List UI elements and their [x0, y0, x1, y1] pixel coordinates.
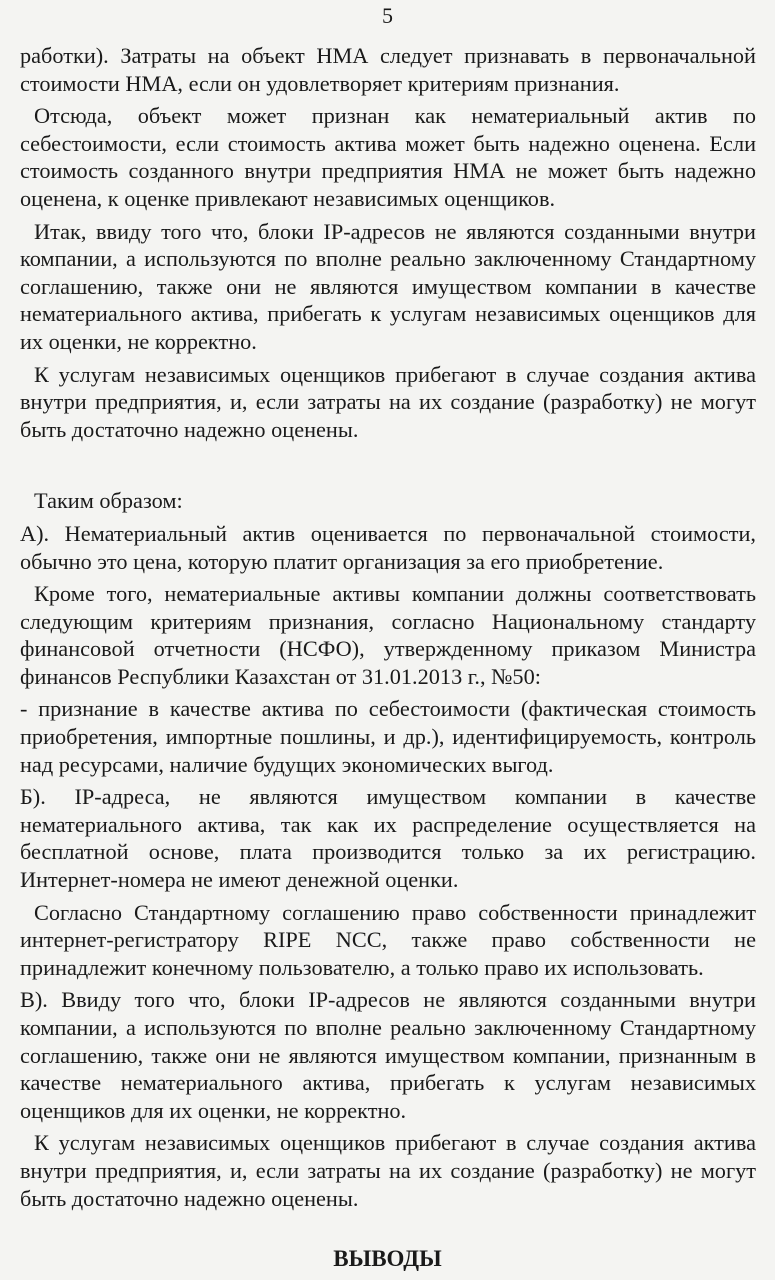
conclusion-a: А). Нематериальный актив оценивается по первоначальной стоимости, обычно это цена, которую платит организация за его приобретение.: [20, 520, 756, 574]
paragraph-criteria: Кроме того, нематериальные активы компании должны соответствовать следующим критериям признания, согласно Национальному стандарту финансовой отчетности (НСФО), утвержденному приказом Министра финансов Республики Казахстан от 31.01.2013 г., №50:: [20, 581, 756, 689]
criteria-list-item: - признание в качестве актива по себестоимости (фактическая стоимость приобретения, импортные пошлины, и др.), идентифицируемость, контроль над ресурсами, наличие будущих экономических выгод.: [20, 696, 756, 777]
paragraph-4: К услугам независимых оценщиков прибегают в случае создания актива внутри предприятия, и, если затраты на их создание (разработку) не могут быть достаточно надежно оценены.: [20, 361, 756, 442]
section-heading: ВЫВОДЫ: [333, 1246, 442, 1271]
conclusion-b: Б). IP-адреса, не являются имуществом компании в качестве нематериального актива, так как их распределение осуществляется на бесплатной основе, плата производится только за их регистрацию. Интернет-номера не имеют денежной оценки.: [20, 784, 756, 893]
paragraph-ownership: Согласно Стандартному соглашению право собственности принадлежит интернет-регистратору RIPE NCC, также право собственности не принадлежит конечному пользователю, а только право их использовать.: [20, 899, 756, 980]
paragraph-final: К услугам независимых оценщиков прибегают в случае создания актива внутри предприятия, и, если затраты на их создание (разработку) не могут быть достаточно надежно оценены.: [20, 1130, 756, 1211]
paragraph-3: Итак, ввиду того что, блоки IP-адресов не являются созданными внутри компании, а используются по вполне реально заключенному Стандартному соглашению, также они не являются имуществом компании в качестве нематериального актива, прибегать к услугам независимых оценщиков для их оценки, не корректно.: [20, 218, 756, 354]
document-body: [20, 42, 756, 1212]
conclusion-c: В). Ввиду того что, блоки IP-адресов не являются созданными внутри компании, а используются по вполне реально заключенному Стандартному соглашению, также они не являются имуществом компании, признанным в качестве нематериального актива, прибегать к услугам независимых оценщиков для их оценки, не корректно.: [20, 987, 756, 1123]
summary-intro: Таким образом:: [34, 488, 183, 514]
paragraph-1: работки). Затраты на объект НМА следует признавать в первоначальной стоимости НМА, если он удовлетворяет критериям признания.: [20, 43, 756, 96]
paragraph-2: Отсюда, объект может признан как нематериальный актив по себестоимости, если стоимость актива может быть надежно оценена. Если стоимость созданного внутри предприятия НМА не может быть надежно оценена, к оценке привлекают независимых оценщиков.: [20, 103, 756, 211]
page-number: 5: [382, 3, 393, 28]
